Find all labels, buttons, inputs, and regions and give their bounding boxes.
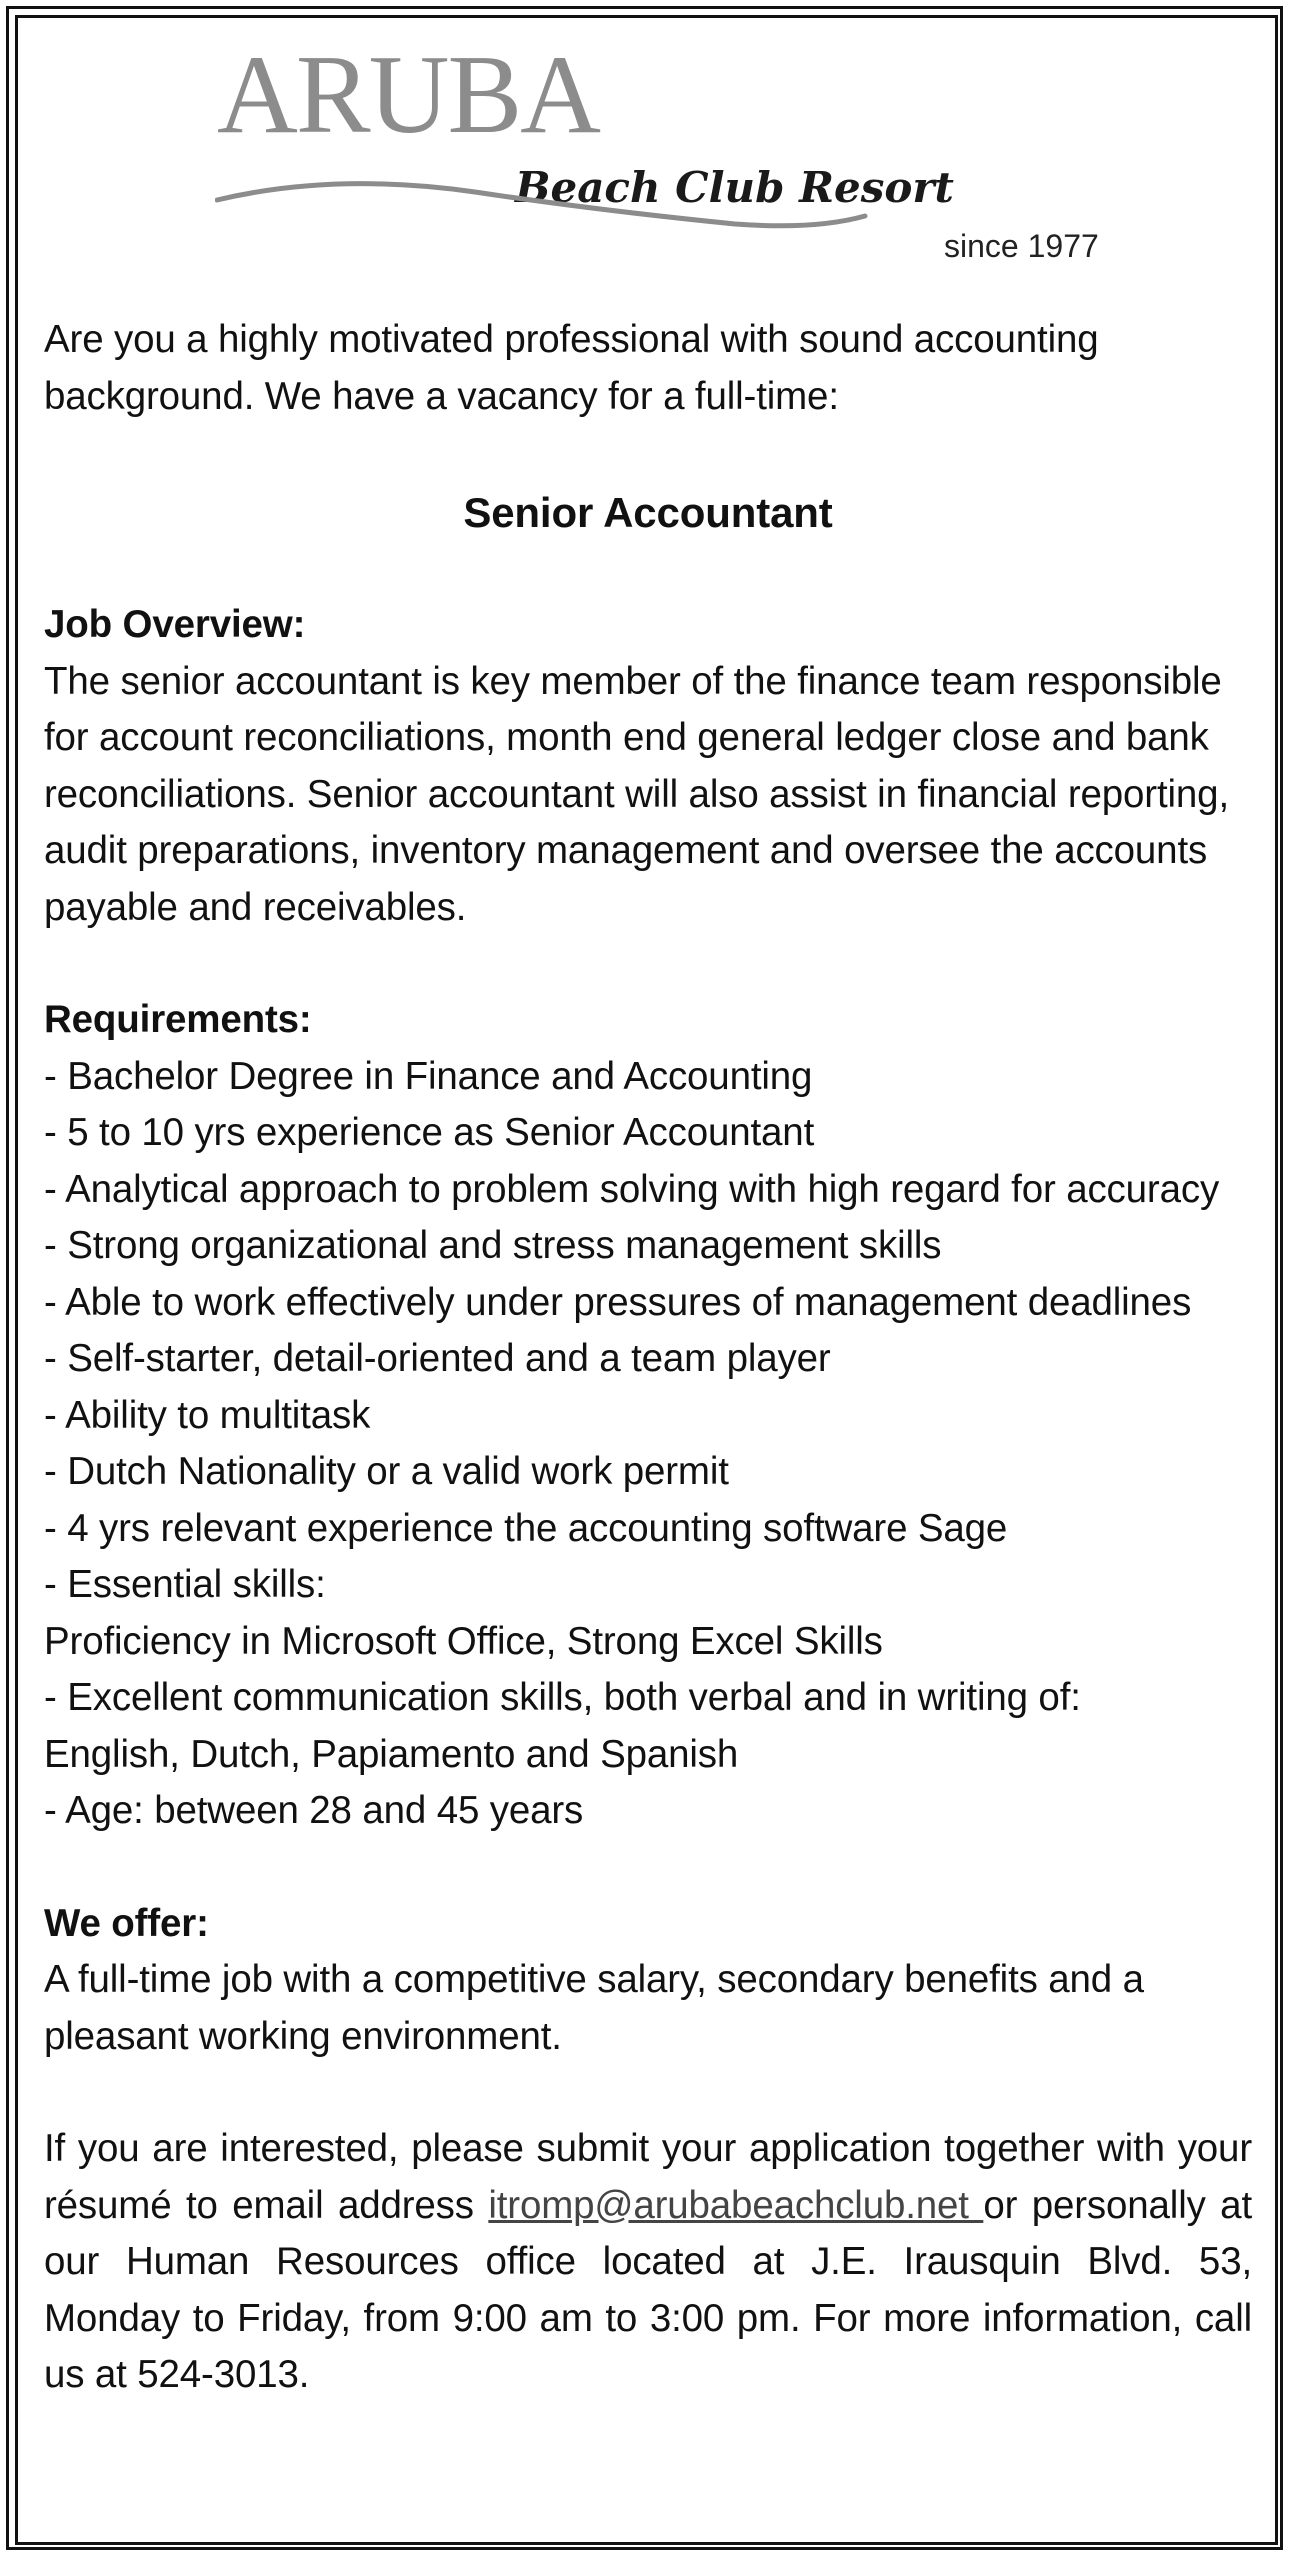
logo-tagline: since 1977 xyxy=(944,228,1099,264)
list-item: - Analytical approach to problem solving with high regard for accuracy xyxy=(44,1167,1220,1211)
list-item: - Excellent communication skills, both verbal and in writing of: xyxy=(44,1676,1081,1719)
list-item: English, Dutch, Papiamento and Spanish xyxy=(44,1732,739,1776)
contact-text-before: If you are interested, please submit your application together with your résumé to email address xyxy=(44,2127,1252,2227)
spacer xyxy=(44,936,1252,992)
requirements-heading: Requirements: xyxy=(44,998,312,1041)
resort-logo xyxy=(215,32,955,262)
intro-text: Are you a highly motivated professional with sound accounting background. We have a vacancy for a full-time: xyxy=(44,318,1099,418)
list-item: - Self-starter, detail-oriented and a team player xyxy=(44,1337,831,1380)
list-item: - Dutch Nationality or a valid work permit xyxy=(44,1450,729,1493)
contact-text-after: or personally at our Human Resources office located at J.E. Irausquin Blvd. 53, Monday to Friday, from 9:00 am to 3:00 pm. For more information, call us at 524-3013. xyxy=(44,2183,1252,2396)
list-item: - Strong organizational and stress management skills xyxy=(44,1224,942,1267)
email-link[interactable]: itromp@arubabeachclub.net xyxy=(488,2183,984,2227)
offer-heading: We offer: xyxy=(44,1901,209,1945)
spacer xyxy=(44,541,1252,597)
list-item: - Bachelor Degree in Finance and Accounting xyxy=(44,1054,813,1098)
list-item: - Age: between 28 and 45 years xyxy=(44,1789,584,1832)
list-item: - 4 yrs relevant experience the accounting software Sage xyxy=(44,1506,1008,1550)
overview-heading: Job Overview: xyxy=(44,603,306,646)
overview-text: The senior accountant is key member of the finance team responsible for account reconciliations, month end general ledger close and bank reconciliations. Senior accountant will also assist in financial reporting, audit preparations, inventory management and oversee the accounts payable and receivables. xyxy=(44,659,1229,929)
job-ad-body xyxy=(44,312,1252,2404)
list-item: Proficiency in Microsoft Office, Strong Excel Skills xyxy=(44,1619,883,1663)
spacer xyxy=(44,1840,1252,1896)
list-item: - Ability to multitask xyxy=(44,1393,371,1437)
spacer xyxy=(44,2065,1252,2121)
position-title: Senior Accountant xyxy=(463,489,833,536)
offer-text: A full-time job with a competitive salary, secondary benefits and a pleasant working environment. xyxy=(44,1958,1144,2058)
list-item: - 5 to 10 yrs experience as Senior Accountant xyxy=(44,1111,815,1154)
requirements-list xyxy=(44,1049,1252,1840)
list-item: - Essential skills: xyxy=(44,1563,326,1606)
logo-sub-text: Beach Club Resort xyxy=(515,163,954,212)
spacer xyxy=(44,425,1252,481)
logo-graphic xyxy=(215,32,955,262)
list-item: - Able to work effectively under pressures of management deadlines xyxy=(44,1280,1192,1324)
logo-main-text: ARUBA xyxy=(217,33,600,157)
contact-paragraph xyxy=(44,2121,1252,2404)
